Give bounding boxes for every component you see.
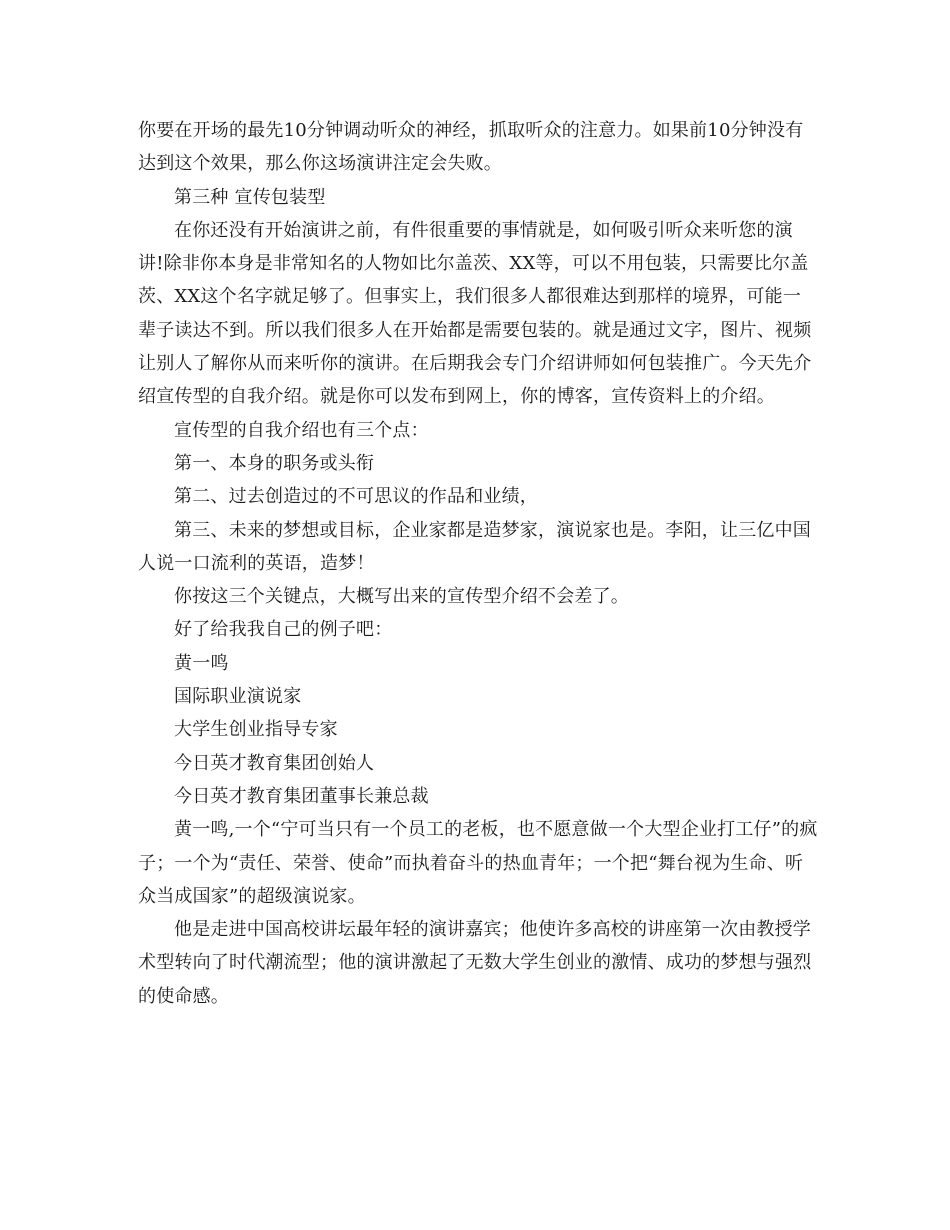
paragraph-three-points: 宣传型的自我介绍也有三个点：: [174, 419, 429, 441]
example-name: 黄一鸣: [174, 652, 229, 674]
list-item-first: 第一、本身的职务或头衔: [174, 452, 375, 474]
paragraph-example-intro: 好了给我我自己的例子吧：: [174, 619, 393, 641]
example-title-chairman: 今日英才教育集团董事长兼总裁: [174, 785, 429, 807]
example-title-mentor: 大学生创业指导专家: [174, 719, 338, 741]
list-item-third: 第三、未来的梦想或目标，企业家都是造梦家，演说家也是。李阳，让三亿中国人说一口流利的英语，造梦！: [138, 519, 811, 574]
document-page: [138, 114, 818, 1013]
section-heading-third-type: 第三种 宣传包装型: [174, 186, 326, 208]
example-title-founder: 今日英才教育集团创始人: [174, 752, 375, 774]
paragraph-key-points: 你按这三个关键点，大概写出来的宣传型介绍不会差了。: [174, 586, 629, 608]
paragraph-intro-packaging: 在你还没有开始演讲之前，有件很重要的事情就是，如何吸引听众来听您的演讲!除非你本身是非常知名的人物如比尔盖茨、XX等，可以不用包装，只需要比尔盖茨、XX这个名字就足够了。但事实上，我们很多人都很难达到那样的境界，可能一辈子读达不到。所以我们很多人在开始都是需要包装的。就是通过文字，图片、视频让别人了解你从而来听你的演讲。在后期我会专门介绍讲师如何包装推广。今天先介绍宣传型的自我介绍。就是你可以发布到网上，你的博客，宣传资料上的介绍。: [138, 219, 812, 408]
list-item-second: 第二、过去创造过的不可思议的作品和业绩，: [174, 486, 538, 508]
example-title-speaker: 国际职业演说家: [174, 686, 302, 708]
paragraph-bio-description: 黄一鸣,一个“宁可当只有一个员工的老板，也不愿意做一个大型企业打工仔”的疯子；一个为“责任、荣誉、使命”而执着奋斗的热血青年；一个把“舞台视为生命、听众当成国家”的超级演说家。: [138, 819, 818, 907]
paragraph-opening: 你要在开场的最先10分钟调动听众的神经，抓取听众的注意力。如果前10分钟没有达到这个效果，那么你这场演讲注定会失败。: [138, 120, 804, 175]
paragraph-bio-achievements: 他是走进中国高校讲坛最年轻的演讲嘉宾；他使许多高校的讲座第一次由教授学术型转向了时代潮流型；他的演讲激起了无数大学生创业的激情、成功的梦想与强烈的使命感。: [138, 919, 812, 1007]
